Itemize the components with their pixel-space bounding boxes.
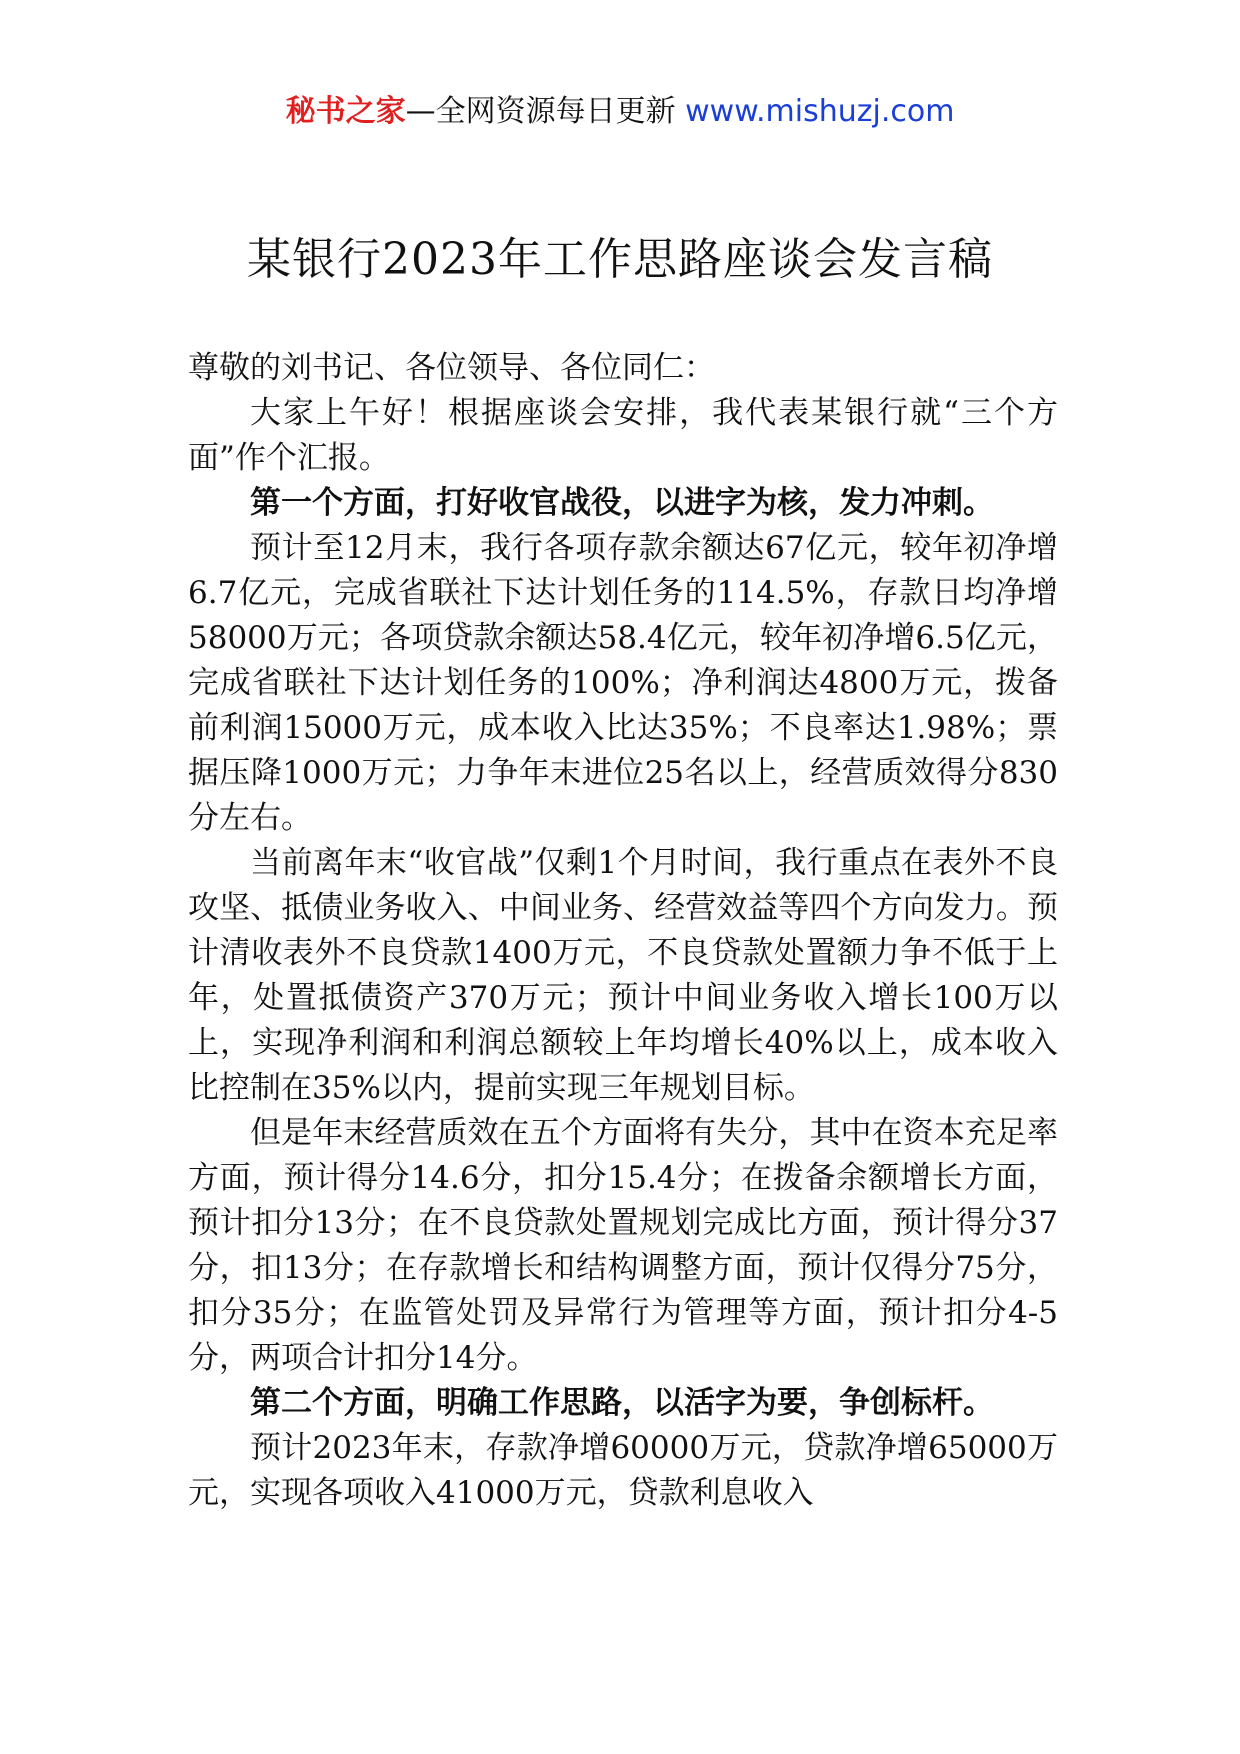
paragraph: 预计至12月末，我行各项存款余额达67亿元，较年初净增6.7亿元，完成省联社下达计划任务的114.5%，存款日均净增58000万元；各项贷款余额达58.4亿元，较年初净增6.5亿元，完成省联社下达计划任务的100%；净利润达4800万元，拨备前利润15000万元，成本收入比达35%；不良率达1.98%；票据压降1000万元；力争年末进位25名以上，经营质效得分830分左右。: [188, 530, 1058, 836]
paragraph: 预计2023年末，存款净增60000万元，贷款净增65000万元，实现各项收入41000万元，贷款利息收入: [188, 1430, 1058, 1511]
header-tagline: —全网资源每日更新: [405, 94, 686, 129]
document-body: [188, 346, 1058, 1516]
site-url-link[interactable]: www.mishuzj.com: [685, 94, 955, 129]
section-heading: 第一个方面，打好收官战役，以进字为核，发力冲刺。: [250, 485, 994, 521]
site-header: [0, 92, 1240, 132]
salutation: 尊敬的刘书记、各位领导、各位同仁：: [188, 350, 715, 386]
paragraph: 但是年末经营质效在五个方面将有失分，其中在资本充足率方面，预计得分14.6分，扣分15.4分；在拨备余额增长方面，预计扣分13分；在不良贷款处置规划完成比方面，预计得分37分，扣13分；在存款增长和结构调整方面，预计仅得分75分，扣分35分；在监管处罚及异常行为管理等方面，预计扣分4-5分，两项合计扣分14分。: [188, 1115, 1058, 1376]
section-heading: 第二个方面，明确工作思路，以活字为要，争创标杆。: [250, 1385, 994, 1421]
paragraph: 大家上午好！根据座谈会安排，我代表某银行就“三个方面”作个汇报。: [188, 395, 1058, 476]
paragraph: 当前离年末“收官战”仅剩1个月时间，我行重点在表外不良攻坚、抵债业务收入、中间业务、经营效益等四个方向发力。预计清收表外不良贷款1400万元，不良贷款处置额力争不低于上年，处置抵债资产370万元；预计中间业务收入增长100万以上，实现净利润和利润总额较上年均增长40%以上，成本收入比控制在35%以内，提前实现三年规划目标。: [188, 845, 1058, 1106]
document-title: 某银行2023年工作思路座谈会发言稿: [247, 234, 993, 285]
brand-name: 秘书之家: [285, 94, 406, 129]
